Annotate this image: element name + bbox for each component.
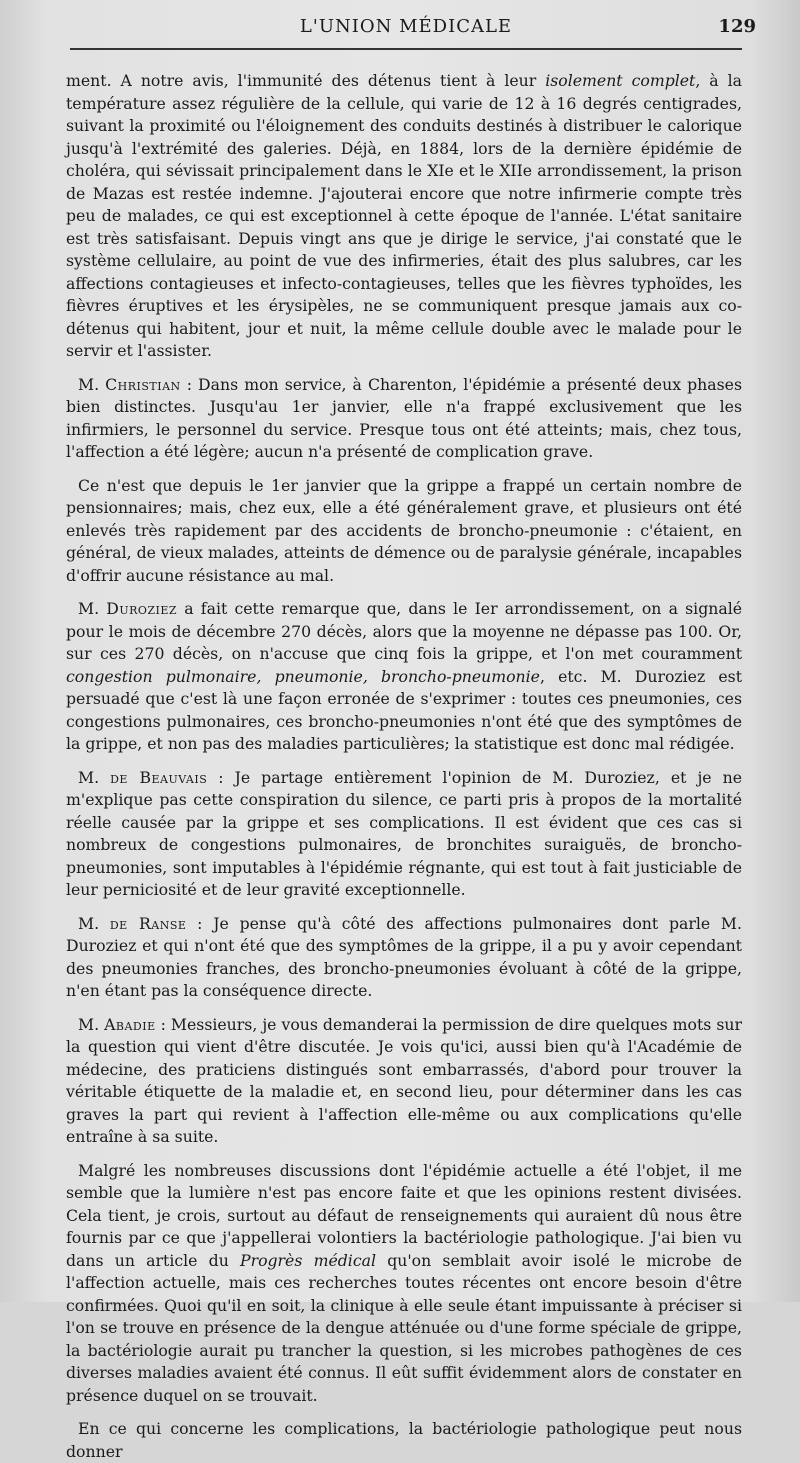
paragraph	[66, 1014, 742, 1149]
paragraph	[66, 475, 742, 588]
text-segment: qu'on semblait avoir isolé le microbe de l'affection actuelle, mais ces recherches toutes récentes ont encore besoin d'être confirmées. Quoi qu'il en soit, la clinique à elle seule étant impuissante à préciser si l'on se trouve en présence de la dengue atténuée ou d'une forme spéciale de grippe, la bactériologie aurait pu trancher la question, si les microbes pathogènes de ces diverses maladies avaient été connus. Il eût suffit évidemment alors de constater en présence duquel on se trouvait.	[66, 1250, 742, 1405]
text-segment: En ce qui concerne les complications, la bactériologie pathologique peut nous donner	[66, 1419, 742, 1461]
paragraph	[66, 913, 742, 1003]
text-segment: M.	[78, 913, 110, 933]
text-segment: , etc. M. Duroziez est persuadé que c'est là une façon erronée de s'exprimer : toutes ces pneumonies, ces congestions pulmonaires, ces broncho-pneumonies n'ont été que des symptômes de la grippe, et non pas des maladies particulières; la statistique est donc mal rédigée.	[66, 666, 742, 753]
text-segment: : Je pense qu'à côté des affections pulmonaires dont parle M. Duroziez et qui n'ont été que des symptômes de la grippe, il a pu y avoir cependant des pneumonies franches, des broncho-pneumonies évoluant à côté de la grippe, n'en étant pas la conséquence directe.	[66, 913, 742, 1000]
paragraph	[66, 1418, 742, 1463]
text-segment: M.	[78, 374, 106, 394]
text-segment: Malgré les nombreuses discussions dont l'épidémie actuelle a été l'objet, il me semble que la lumière n'est pas encore faite et que les opinions restent divisées. Cela tient, je crois, surtout au défaut de renseignements qui auraient dû nous être fournis par ce que j'appellerai volontiers la bactériologie pathologique. J'ai bien vu dans un article du	[66, 1160, 742, 1270]
text-segment: : Dans mon service, à Charenton, l'épidémie a présenté deux phases bien distinctes. Jusqu'au 1er janvier, elle n'a frappé exclusivement que les infirmiers, le personnel du service. Presque tous ont été atteints; mais, chez tous, l'affection a été légère; aucun n'a présenté de complication grave.	[66, 374, 742, 461]
speaker-name: Christian	[105, 374, 181, 394]
text-segment: a fait cette remarque que, dans le Ier arrondissement, on a signalé pour le mois de décembre 270 décès, alors que la moyenne ne dépasse pas 100. Or, sur ces 270 décès, on n'accuse que cinq fois la grippe, et l'on met couramment	[66, 599, 742, 663]
text-segment: M.	[78, 599, 107, 618]
running-title: L'UNION MÉDICALE	[299, 16, 513, 37]
text-segment: : Je partage entièrement l'opinion de M. Duroziez, et je ne m'explique pas cette conspiration du silence, ce parti pris à propos de la mortalité réelle causée par la grippe et ses complications. Il est évident que ces cas si nombreux de congestions pulmonaires, de bronchites suraiguës, de broncho-pneumonies, sont imputables à l'épidémie régnante, qui est tout à fait justiciable de leur perniciosité et de leur gravité exceptionnelle.	[66, 767, 742, 899]
body-text	[66, 70, 742, 1463]
page-number: 129	[718, 16, 756, 37]
text-segment: M.	[78, 1014, 105, 1034]
italic-text: Progrès médical	[240, 1250, 376, 1270]
speaker-name: Abadie	[104, 1014, 156, 1034]
text-segment: , à la température assez régulière de la cellule, qui varie de 12 à 16 degrés centigrades, suivant la proximité ou l'éloignement des conduits destinés à distribuer le calorique jusqu'à l'extrémité des galeries. Déjà, en 1884, lors de la dernière épidémie de choléra, qui sévissait principalement dans le XIe et le XIIe arrondissement, la prison de Mazas est restée indemne. J'ajouterai encore que notre infirmerie compte très peu de malades, ce qui est exceptionnel à cette époque de l'année. L'état sanitaire est très satisfaisant. Depuis vingt ans que je dirige le service, j'ai constaté que le système cellulaire, au point de vue des infirmeries, était des plus salubres, car les affections contagieuses et infecto-contagieuses, telles que les fièvres typhoïdes, les fièvres éruptives et les érysipèles, ne se communiquent presque jamais aux co-détenus qui habitent, jour et nuit, la même cellule double avec le malade pour le servir et l'assister.	[66, 71, 742, 360]
text-segment: Ce n'est que depuis le 1er janvier que la grippe a frappé un certain nombre de pensionnaires; mais, chez eux, elle a été généralement grave, et plusieurs ont été enlevés très rapidement par des accidents de broncho-pneumonie : c'étaient, en général, de vieux malades, atteints de démence ou de paralysie générale, incapables d'offrir aucune résistance au mal.	[66, 475, 742, 585]
paragraph	[66, 767, 742, 902]
text-segment: ment. A notre avis, l'immunité des détenus tient à leur	[66, 71, 546, 90]
speaker-name: Duroziez	[106, 599, 178, 618]
italic-text: isolement complet	[545, 71, 696, 90]
italic-text: congestion pulmonaire, pneumonie, broncho-pneumonie	[66, 666, 540, 686]
text-segment: M.	[78, 767, 111, 787]
text-segment: : Messieurs, je vous demanderai la permission de dire quelques mots sur la question qui vient d'être discutée. Je vois qu'ici, aussi bien qu'à l'Académie de médecine, des praticiens distingués sont embarrassés, d'abord pour trouver la véritable étiquette de la maladie et, en second lieu, pour déterminer dans les cas graves la part qui revient à l'affection elle-même ou aux complications qu'elle entraîne à sa suite.	[66, 1014, 742, 1146]
paragraph	[66, 70, 742, 363]
page-header	[70, 12, 756, 50]
paragraph	[66, 374, 742, 464]
speaker-name: de Beauvais	[110, 767, 208, 787]
speaker-name: de Ranse	[109, 913, 187, 933]
paragraph	[66, 1160, 742, 1408]
paragraph	[66, 598, 742, 756]
